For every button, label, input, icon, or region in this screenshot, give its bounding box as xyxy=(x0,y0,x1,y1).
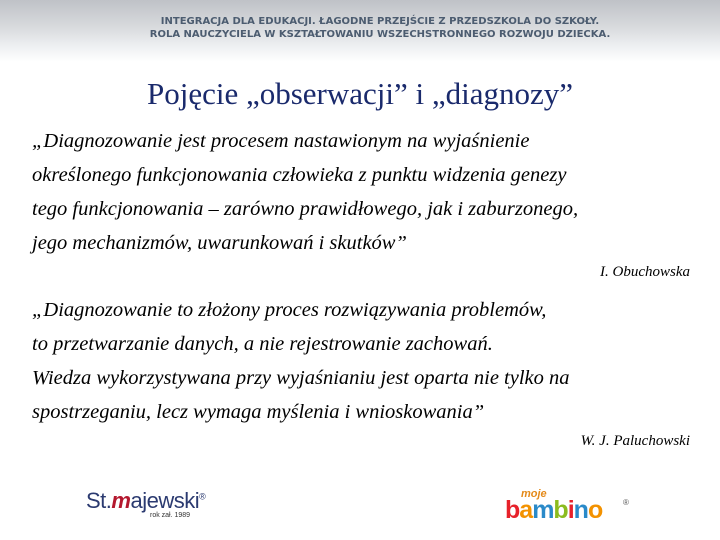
header-line-2: ROLA NAUCZYCIELA W KSZTAŁTOWANIU WSZECHSTRONNEGO ROZWOJU DZIECKA. xyxy=(149,29,611,40)
stmajewski-since: rok zał. 1989 xyxy=(150,512,191,519)
registered-mark: ® xyxy=(623,498,629,507)
stmajewski-wordmark: St.majewski® xyxy=(86,488,206,513)
bambino-wordmark: bambino xyxy=(505,496,603,524)
moje-wordmark: moje xyxy=(521,488,547,500)
quote-1-line: określonego funkcjonowania człowieka z punktu widzenia genezy xyxy=(32,164,567,186)
slide-title: Pojęcie „obserwacji” i „diagnozy” xyxy=(146,76,574,111)
quote-2 xyxy=(32,293,570,429)
quote-1-line: „Diagnozowanie jest procesem nastawionym na wyjaśnienie xyxy=(32,130,530,152)
quote-1 xyxy=(32,124,578,260)
quote-1-line: jego mechanizmów, uwarunkowań i skutków” xyxy=(32,232,407,254)
quote-1-author: I. Obuchowska xyxy=(600,264,690,280)
quote-2-author: W. J. Paluchowski xyxy=(580,433,690,449)
quote-2-line: „Diagnozowanie to złożony proces rozwiązywania problemów, xyxy=(32,299,547,321)
quote-2-line: to przetwarzanie danych, a nie rejestrowanie zachowań. xyxy=(32,333,493,355)
header-line-1: INTEGRACJA DLA EDUKACJI. ŁAGODNE PRZEJŚCIE Z PRZEDSZKOLA DO SZKOŁY. xyxy=(160,16,600,27)
moje-bambino-logo xyxy=(505,488,635,528)
quote-2-line: Wiedza wykorzystywana przy wyjaśnianiu jest oparta nie tylko na xyxy=(32,367,570,389)
quote-2-line: spostrzeganiu, lecz wymaga myślenia i wnioskowania” xyxy=(32,401,485,423)
quote-1-line: tego funkcjonowania – zarówno prawidłowego, jak i zaburzonego, xyxy=(32,198,579,220)
stmajewski-logo xyxy=(86,488,216,524)
header-text xyxy=(120,15,640,41)
